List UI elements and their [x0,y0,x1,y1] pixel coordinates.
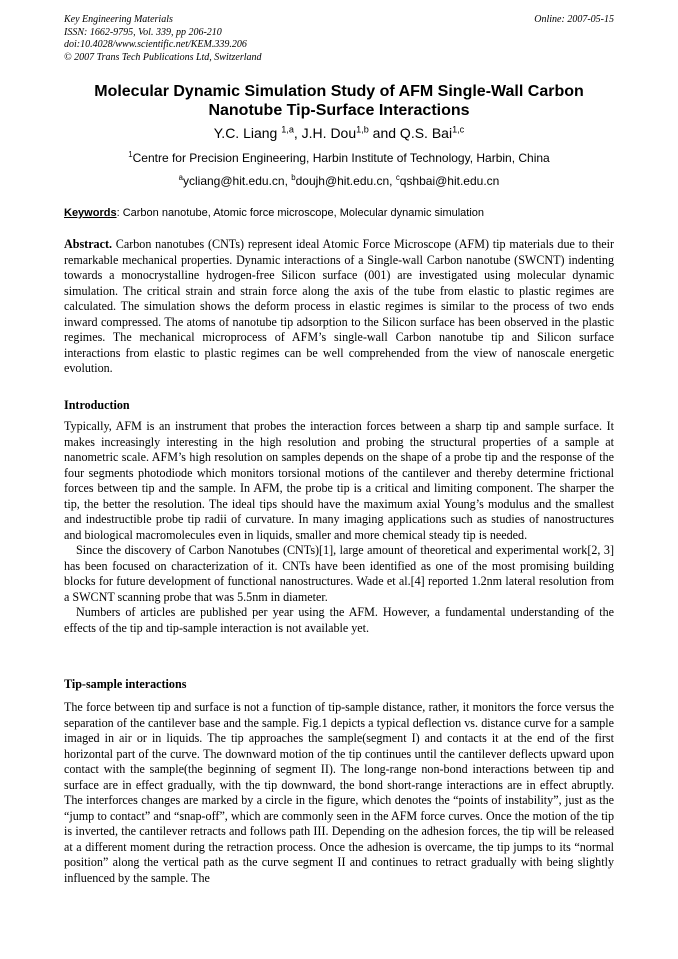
keywords-text: : Carbon nanotube, Atomic force microscope, Molecular dynamic simulation [116,207,485,219]
author-name: Y.C. Liang [213,125,282,141]
abstract-label: Abstract. [64,237,113,251]
affiliation-text: Centre for Precision Engineering, Harbin Institute of Technology, Harbin, China [132,151,550,165]
keywords [64,206,614,220]
author-name: , J.H. Dou [293,125,357,141]
doi-line: doi:10.4028/www.scientific.net/KEM.339.206 [64,39,247,50]
online-date: Online: 2007-05-15 [534,14,614,25]
issn-line: ISSN: 1662-9795, Vol. 339, pp 206-210 [64,26,222,38]
keywords-label: Keywords [64,207,117,219]
email-address: doujh@hit.edu.cn, [295,174,396,188]
paragraph: The force between tip and surface is not a function of tip-sample distance, rather, it monitors the force versus the separation of the cantilever base and the sample. Fig.1 depicts a typical deflection vs. distance curve for a sample imaged in air or in liquids. The tip approaches the sample(segment I) and contacts it at the end of the first horizontal part of the curve. The downward motion of the tip continues until the cantilever deflects upward upon contact with the sample(the beginning of segment II). The long-range non-bond interactions between tip and surface are in effect gradually, with the tip downward, the bond short-range interactions are in effect abruptly. The interforces changes are marked by a circle in the figure, which denotes the “points of instability”, just as the “jump to contact” and “snap-off”, which are commonly seen in the AFM force curves. Once the motion of the tip is inverted, the cantilever retracts and follows path III. Depending on the adhesion forces, the tip will be released at a different moment during the retraction process. Once the adhesion is overcame, the tip jumps to its “normal position” along the vertical path as the curve segment II and continues to retract gradually with being slightly influenced by the sample. The [64,700,614,885]
author-superscript: 1,c [452,124,465,135]
section-heading-tip-sample: Tip-sample interactions [64,677,187,691]
copyright-line: © 2007 Trans Tech Publications Ltd, Switzerland [64,51,262,63]
paragraph: Numbers of articles are published per year using the AFM. However, a fundamental understanding of the effects of the tip and tip-sample interaction is not available yet. [64,605,614,635]
author-superscript: 1,b [356,124,369,135]
tip-sample-section [64,700,614,886]
affiliation-superscript: 1 [128,150,133,159]
author-list [60,124,618,142]
paper-title: Molecular Dynamic Simulation Study of AFM Single-Wall Carbon Nanotube Tip-Surface Interactions [94,83,584,119]
abstract [64,237,614,377]
email-address: qshbai@hit.edu.cn [399,174,500,188]
paragraph: Since the discovery of Carbon Nanotubes (CNTs)[1], large amount of theoretical and experimental work[2, 3] has been focused on characterization of it. CNTs have been identified as one of the most promising building blocks for future development of functional nanostructures. Wade et al.[4] reported 1.2nm lateral resolution from a SWCNT scanning probe that was 5.5nm in diameter. [64,543,614,604]
abstract-text: Carbon nanotubes (CNTs) represent ideal Atomic Force Microscope (AFM) tip materials due to their remarkable mechanical properties. Dynamic interactions of a Single-wall Carbon nanotube (SWCNT) indenting towards a monocrystalline hydrogen-free Silicon surface (001) are investigated using molecular dynamic simulation. The critical strain and strain force along the axis of the tube from elastic to plastic regimes are calculated. The simulation shows the deform process in elastic regimes is similar to the process of two ends inward compressed. The atoms of nanotube tip adsorption to the Silicon surface has been observed in the plastic regimes. The mechanical microprocess of AFM’s single-wall Carbon nanotube tip and Silicon surface interactions from elastic to plastic regimes can be well comprehended from the view of nanoscale energetic evolution. [64,237,614,375]
introduction-section [64,419,614,636]
email-superscript: b [291,173,296,182]
journal-name: Key Engineering Materials [64,14,173,25]
author-emails [60,174,618,189]
paragraph: Typically, AFM is an instrument that probes the interaction forces between a sharp tip and sample surface. It makes increasingly interesting in the high resolution and probing the structural properties of a sample at nanometric scale. AFM’s high resolution on samples depends on the shape of a probe tip and the response of the four segments photodiode which monitors torsional motions of the cantilever and thereby determine frictional forces between tip and the sample. In AFM, the probe tip is a critical and limiting component. The sharper the tip, the better the resolution. The ideal tips should have the maximum axial Young’s modulus and the smallest and indestructible probe tip radii of curvature. In many imaging applications such as studies of nanostructures and biological macromolecules even in liquids, smaller and more chemical steady tip is needed. [64,419,614,542]
journal-header [64,14,262,64]
email-superscript: c [395,173,400,182]
author-superscript: 1,a [281,124,294,135]
section-heading-introduction: Introduction [64,398,130,412]
email-superscript: a [178,173,183,182]
email-address: ycliang@hit.edu.cn, [183,174,292,188]
author-name: and Q.S. Bai [368,125,453,141]
affiliation [60,151,618,166]
